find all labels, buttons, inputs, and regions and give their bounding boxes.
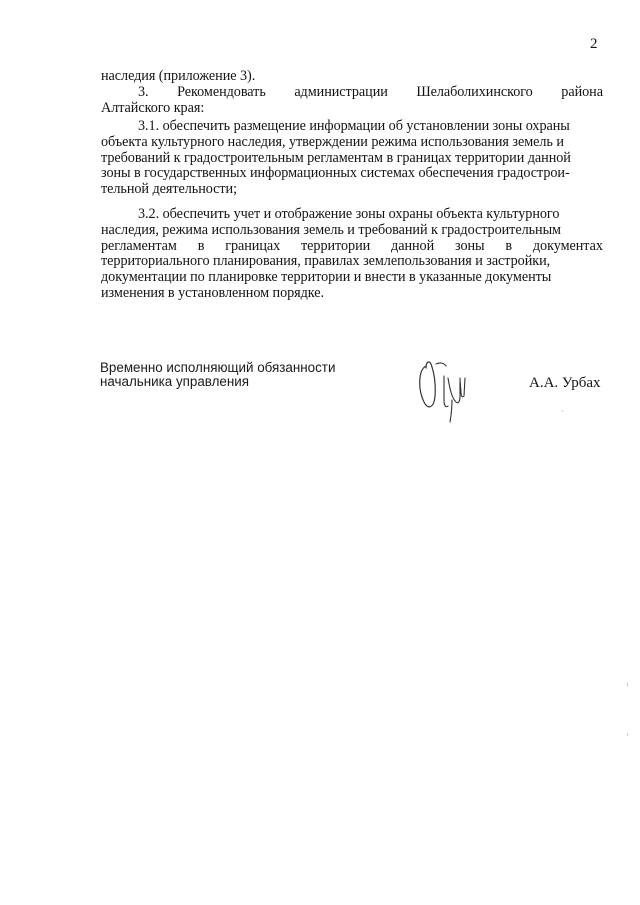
justified-line	[101, 239, 603, 255]
text-line: изменения в установленном порядке.	[101, 284, 325, 301]
word: регламентам	[101, 237, 177, 254]
signer-name: А.А. Урбах	[529, 375, 601, 391]
text-line: Алтайского края:	[101, 99, 205, 116]
text-line: наследия (приложение 3).	[101, 68, 256, 84]
word: Шелаболихинского	[416, 84, 533, 100]
signer-position	[100, 361, 335, 389]
text-line: 3.2. обеспечить учет и отображение зоны охраны объекта культурного	[138, 206, 560, 222]
text-line: тельной деятельности;	[101, 181, 237, 198]
word: территории	[301, 237, 371, 254]
paragraph-3-1	[101, 119, 603, 198]
text-line: 3.1. обеспечить размещение информации об установлении зоны охраны	[138, 118, 570, 134]
word: документах	[532, 237, 603, 254]
paragraph-continuation	[101, 69, 603, 85]
signer-position-line: начальника управления	[100, 374, 249, 389]
justified-line	[101, 85, 603, 101]
scan-speck	[627, 733, 628, 736]
scan-speck	[562, 410, 563, 412]
text-line: наследия, режима использования земель и требований к градостроительным	[101, 221, 561, 238]
word: данной	[391, 237, 435, 254]
text-line: территориального планирования, правилах землепользования и застройки,	[101, 253, 551, 270]
word: 3.	[138, 84, 149, 100]
word: в	[505, 237, 513, 254]
text-line: требований к градостроительным регламентам в границах территории данной	[101, 149, 571, 166]
text-line: документации по планировке территории и внести в указанные документы	[101, 269, 552, 286]
word: в	[197, 237, 205, 254]
word: администрации	[294, 84, 388, 100]
paragraph-3	[101, 85, 603, 117]
word: зоны	[454, 237, 485, 254]
word: границах	[225, 237, 281, 254]
paragraph-3-2	[101, 207, 603, 302]
scan-speck	[627, 683, 628, 687]
text-line: зоны в государственных информационных системах обеспечения градострои-	[101, 165, 570, 182]
word: Рекомендовать	[177, 84, 266, 100]
handwritten-signature	[414, 356, 474, 424]
text-line: объекта культурного наследия, утверждении режима использования земель и	[101, 133, 564, 150]
signer-position-line: Временно исполняющий обязанности	[100, 360, 336, 375]
word: района	[561, 84, 603, 100]
page-number: 2	[590, 36, 598, 52]
